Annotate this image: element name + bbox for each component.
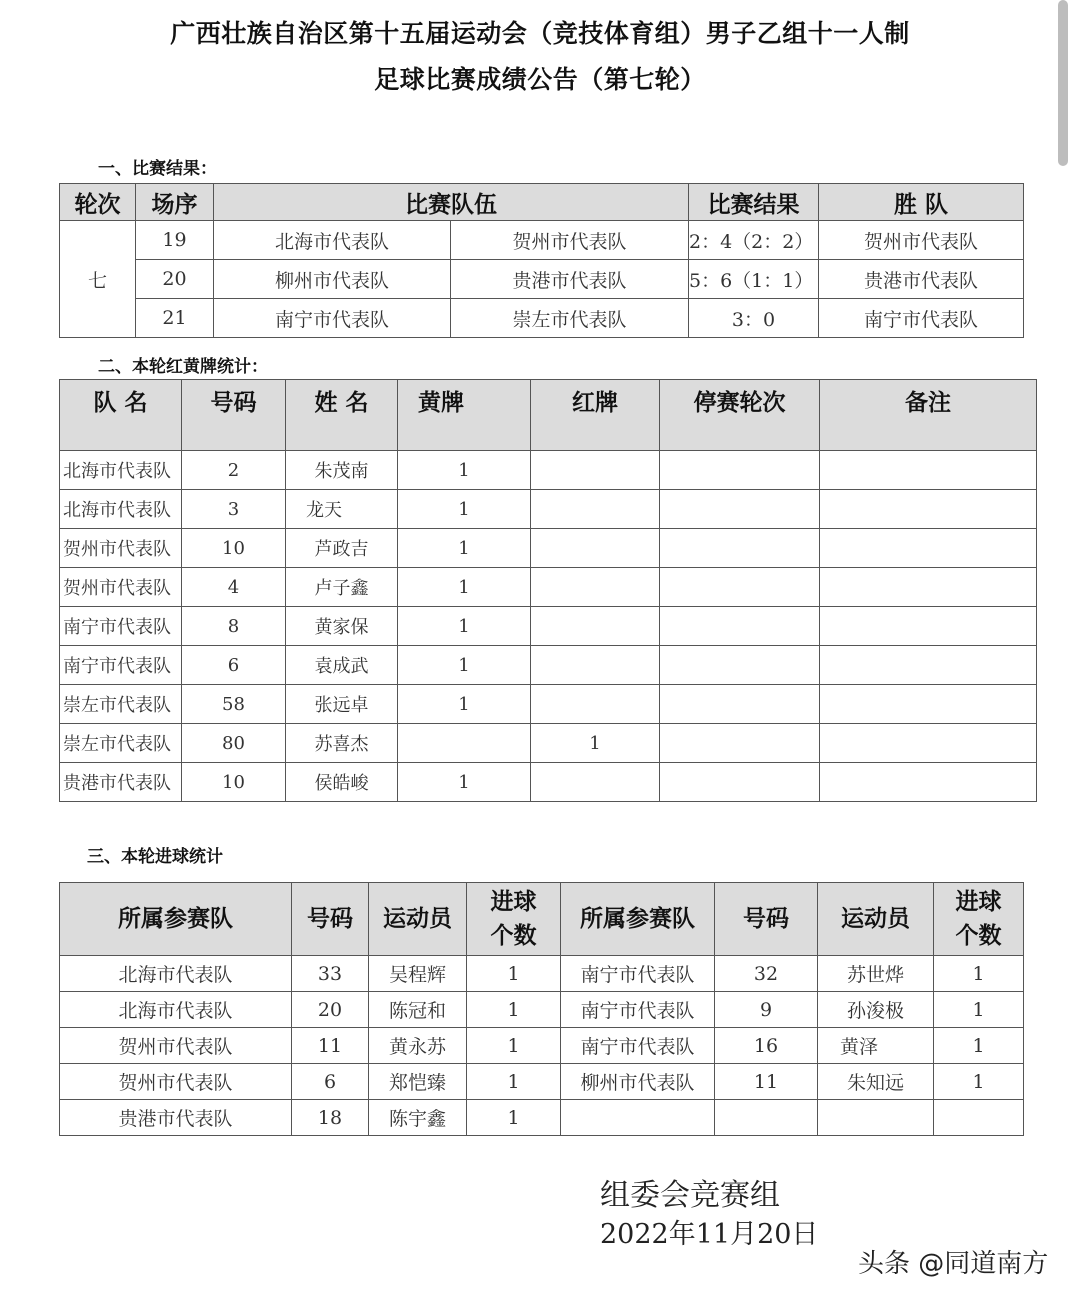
red-cell: [531, 607, 660, 646]
table-row: [60, 607, 1037, 646]
table-row: [60, 1100, 1024, 1136]
number-cell: 32: [715, 956, 818, 992]
match-no-cell: 20: [136, 260, 214, 299]
team-a-cell: 南宁市代表队: [214, 299, 451, 338]
number-cell: 33: [292, 956, 369, 992]
col-header-red: 红牌: [531, 380, 660, 451]
col-header-goals-right: 进球 个数: [934, 883, 1024, 956]
col-header-name: 姓 名: [286, 380, 398, 451]
table-row: [60, 568, 1037, 607]
note-cell: [820, 685, 1037, 724]
table-row: [60, 646, 1037, 685]
col-header-result: 比赛结果: [689, 184, 819, 221]
table-row: [60, 260, 1024, 299]
col-header-winner: 胜 队: [819, 184, 1024, 221]
number-cell: 6: [292, 1064, 369, 1100]
player-cell: 黄永苏: [369, 1028, 467, 1064]
col-header-goals-left: 进球 个数: [467, 883, 561, 956]
team-cell: 北海市代表队: [60, 956, 292, 992]
note-cell: [820, 646, 1037, 685]
name-cell: 张远卓: [286, 685, 398, 724]
result-cell: 3：0: [689, 299, 819, 338]
col-header-number: 号码: [182, 380, 286, 451]
name-cell: 朱茂南: [286, 451, 398, 490]
red-cell: [531, 685, 660, 724]
suspension-cell: [660, 568, 820, 607]
goals-cell: 1: [934, 992, 1024, 1028]
table-row: [60, 451, 1037, 490]
number-cell: 18: [292, 1100, 369, 1136]
player-cell: 陈宇鑫: [369, 1100, 467, 1136]
team-b-cell: 崇左市代表队: [451, 299, 689, 338]
number-cell: [715, 1100, 818, 1136]
signature-organization: 组委会竞赛组: [600, 1178, 780, 1213]
team-cell: 南宁市代表队: [60, 607, 182, 646]
document-title-line1: 广西壮族自治区第十五届运动会（竞技体育组）男子乙组十一人制: [170, 19, 910, 48]
team-cell: 南宁市代表队: [561, 992, 715, 1028]
document-title-line2: 足球比赛成绩公告（第七轮）: [374, 65, 706, 94]
yellow-cell: 1: [398, 529, 531, 568]
col-header-number-left: 号码: [292, 883, 369, 956]
note-cell: [820, 763, 1037, 802]
goals-cell: 1: [467, 992, 561, 1028]
number-cell: 16: [715, 1028, 818, 1064]
match-results-table: [59, 183, 1024, 338]
goals-cell: [934, 1100, 1024, 1136]
suspension-cell: [660, 646, 820, 685]
table-row: [60, 763, 1037, 802]
suspension-cell: [660, 529, 820, 568]
number-cell: 4: [182, 568, 286, 607]
col-header-note: 备注: [820, 380, 1037, 451]
team-cell: [561, 1100, 715, 1136]
red-cell: [531, 568, 660, 607]
name-cell: 黄家保: [286, 607, 398, 646]
team-cell: 南宁市代表队: [60, 646, 182, 685]
yellow-cell: 1: [398, 685, 531, 724]
player-cell: 孙浚极: [818, 992, 934, 1028]
match-no-cell: 21: [136, 299, 214, 338]
name-cell: 侯皓峻: [286, 763, 398, 802]
table-row: [60, 685, 1037, 724]
team-cell: 贺州市代表队: [60, 568, 182, 607]
number-cell: 58: [182, 685, 286, 724]
table-row: [60, 724, 1037, 763]
note-cell: [820, 724, 1037, 763]
number-cell: 20: [292, 992, 369, 1028]
table-header-row: [60, 184, 1024, 221]
player-cell: 郑恺臻: [369, 1064, 467, 1100]
team-cell: 贺州市代表队: [60, 529, 182, 568]
team-cell: 北海市代表队: [60, 490, 182, 529]
table-row: [60, 529, 1037, 568]
goals-cell: 1: [934, 956, 1024, 992]
col-header-match-no: 场序: [136, 184, 214, 221]
team-cell: 贵港市代表队: [60, 763, 182, 802]
col-header-team-left: 所属参赛队: [60, 883, 292, 956]
suspension-cell: [660, 763, 820, 802]
col-header-team-right: 所属参赛队: [561, 883, 715, 956]
col-header-team: 队 名: [60, 380, 182, 451]
note-cell: [820, 607, 1037, 646]
number-cell: 80: [182, 724, 286, 763]
table-row: [60, 221, 1024, 260]
result-cell: 2：4（2：2）: [689, 221, 819, 260]
team-cell: 崇左市代表队: [60, 685, 182, 724]
yellow-cell: 1: [398, 607, 531, 646]
goals-table: [59, 882, 1024, 1136]
col-header-player-right: 运动员: [818, 883, 934, 956]
table-header-row: [60, 883, 1024, 956]
red-cell: [531, 451, 660, 490]
suspension-cell: [660, 607, 820, 646]
col-header-player-left: 运动员: [369, 883, 467, 956]
col-header-number-right: 号码: [715, 883, 818, 956]
goals-cell: 1: [467, 1100, 561, 1136]
col-header-teams: 比赛队伍: [214, 184, 689, 221]
number-cell: 10: [182, 529, 286, 568]
name-cell: 卢子鑫: [286, 568, 398, 607]
team-cell: 南宁市代表队: [561, 1028, 715, 1064]
section-heading-goals: 三、本轮进球统计: [87, 847, 223, 867]
team-cell: 贺州市代表队: [60, 1028, 292, 1064]
table-row: [60, 1064, 1024, 1100]
goals-cell: 1: [467, 1064, 561, 1100]
yellow-cell: 1: [398, 568, 531, 607]
note-cell: [820, 568, 1037, 607]
note-cell: [820, 490, 1037, 529]
red-cell: 1: [531, 724, 660, 763]
table-row: [60, 490, 1037, 529]
team-cell: 北海市代表队: [60, 451, 182, 490]
name-cell: 苏喜杰: [286, 724, 398, 763]
number-cell: 10: [182, 763, 286, 802]
section-heading-cards: 二、本轮红黄牌统计：: [98, 357, 268, 377]
col-header-suspension: 停赛轮次: [660, 380, 820, 451]
red-cell: [531, 763, 660, 802]
player-cell: [818, 1100, 934, 1136]
yellow-cell: [398, 724, 531, 763]
winner-cell: 贵港市代表队: [819, 260, 1024, 299]
yellow-cell: 1: [398, 451, 531, 490]
note-cell: [820, 451, 1037, 490]
suspension-cell: [660, 685, 820, 724]
col-header-yellow: 黄牌: [398, 380, 531, 451]
cards-table: [59, 379, 1037, 802]
red-cell: [531, 646, 660, 685]
watermark: 头条 @同道南方: [858, 1249, 1049, 1279]
table-row: [60, 992, 1024, 1028]
table-row: [60, 956, 1024, 992]
player-cell: 苏世烨: [818, 956, 934, 992]
team-cell: 崇左市代表队: [60, 724, 182, 763]
player-cell: 吴程辉: [369, 956, 467, 992]
signature-date: 2022年11月20日: [600, 1219, 819, 1250]
player-cell: 陈冠和: [369, 992, 467, 1028]
red-cell: [531, 529, 660, 568]
match-no-cell: 19: [136, 221, 214, 260]
round-cell: 七: [60, 221, 136, 338]
table-header-row: [60, 380, 1037, 451]
team-a-cell: 北海市代表队: [214, 221, 451, 260]
suspension-cell: [660, 490, 820, 529]
number-cell: 11: [292, 1028, 369, 1064]
number-cell: 11: [715, 1064, 818, 1100]
yellow-cell: 1: [398, 646, 531, 685]
goals-cell: 1: [934, 1064, 1024, 1100]
table-row: [60, 1028, 1024, 1064]
winner-cell: 贺州市代表队: [819, 221, 1024, 260]
suspension-cell: [660, 451, 820, 490]
goals-cell: 1: [934, 1028, 1024, 1064]
team-a-cell: 柳州市代表队: [214, 260, 451, 299]
number-cell: 8: [182, 607, 286, 646]
section-heading-results: 一、比赛结果：: [98, 159, 217, 179]
number-cell: 3: [182, 490, 286, 529]
yellow-cell: 1: [398, 763, 531, 802]
table-row: [60, 299, 1024, 338]
team-cell: 南宁市代表队: [561, 956, 715, 992]
name-cell: 芦政吉: [286, 529, 398, 568]
name-cell: 袁成武: [286, 646, 398, 685]
number-cell: 6: [182, 646, 286, 685]
yellow-cell: 1: [398, 490, 531, 529]
number-cell: 2: [182, 451, 286, 490]
result-cell: 5：6（1：1）: [689, 260, 819, 299]
goals-cell: 1: [467, 956, 561, 992]
red-cell: [531, 490, 660, 529]
player-cell: 朱知远: [818, 1064, 934, 1100]
team-b-cell: 贺州市代表队: [451, 221, 689, 260]
team-cell: 北海市代表队: [60, 992, 292, 1028]
player-cell: 黄泽: [818, 1028, 934, 1064]
suspension-cell: [660, 724, 820, 763]
team-cell: 贵港市代表队: [60, 1100, 292, 1136]
winner-cell: 南宁市代表队: [819, 299, 1024, 338]
team-b-cell: 贵港市代表队: [451, 260, 689, 299]
team-cell: 贺州市代表队: [60, 1064, 292, 1100]
number-cell: 9: [715, 992, 818, 1028]
col-header-round: 轮次: [60, 184, 136, 221]
goals-cell: 1: [467, 1028, 561, 1064]
name-cell: 龙天: [286, 490, 398, 529]
note-cell: [820, 529, 1037, 568]
team-cell: 柳州市代表队: [561, 1064, 715, 1100]
